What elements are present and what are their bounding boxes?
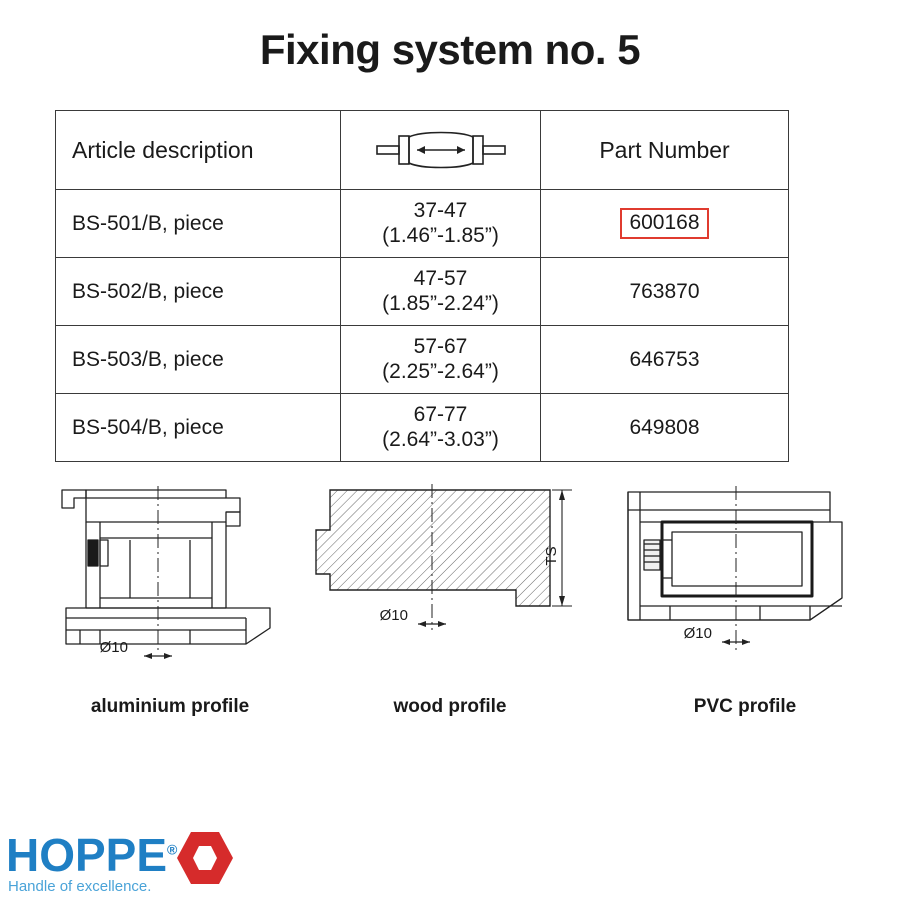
- cell-description: BS-503/B, piece: [56, 326, 341, 394]
- logo-wordmark: [6, 828, 177, 882]
- cell-part-number: 646753: [541, 326, 789, 394]
- logo-registered-mark: ®: [167, 841, 178, 858]
- table-row: [56, 326, 789, 394]
- cell-part-number: 649808: [541, 394, 789, 462]
- page-title: Fixing system no. 5: [259, 26, 641, 73]
- column-header-dimension-icon: [341, 111, 541, 190]
- figure-aluminium-profile: [40, 478, 300, 717]
- hole-label: Ø10: [99, 639, 128, 656]
- logo-wordmark-text: HOPPE: [6, 829, 168, 881]
- figure-caption-wood: wood profile: [393, 696, 507, 717]
- profile-figures: [0, 478, 900, 728]
- table-header-row: [56, 111, 789, 190]
- dimension-inch: (1.85”-2.24”): [382, 291, 499, 315]
- table-row: [56, 394, 789, 462]
- figure-wood-profile: [300, 478, 600, 717]
- dimension-mm: 67-77: [413, 402, 468, 426]
- cell-dimension: [341, 394, 541, 462]
- dimension-inch: (1.46”-1.85”): [382, 223, 499, 247]
- wood-section-body: [316, 490, 550, 606]
- thickness-label: TS: [543, 546, 560, 566]
- cell-description: BS-504/B, piece: [56, 394, 341, 462]
- fixing-system-table: [55, 110, 789, 462]
- cell-part-number: [541, 190, 789, 258]
- cell-dimension: [341, 190, 541, 258]
- hole-label: Ø10: [683, 625, 712, 642]
- cell-dimension: [341, 326, 541, 394]
- brand-logo: [6, 828, 336, 898]
- dimension-inch: (2.25”-2.64”): [382, 359, 499, 383]
- logo-tagline: Handle of excellence.: [8, 878, 152, 895]
- dimension-mm: 37-47: [413, 198, 468, 222]
- hexagon-icon: [174, 830, 236, 886]
- fixing-dimension-icon: [371, 128, 511, 172]
- aluminium-profile-section-icon: [40, 478, 300, 678]
- cell-dimension: [341, 258, 541, 326]
- figure-caption-aluminium: aluminium profile: [90, 696, 250, 717]
- dimension-mm: 57-67: [413, 334, 468, 358]
- pvc-profile-section-icon: [610, 478, 880, 678]
- dimension-inch: (2.64”-3.03”): [382, 427, 499, 451]
- hole-label: Ø10: [379, 607, 408, 624]
- figure-caption-pvc: PVC profile: [693, 696, 797, 717]
- cell-description: BS-501/B, piece: [56, 190, 341, 258]
- column-header-part-number: Part Number: [541, 111, 789, 190]
- dimension-mm: 47-57: [413, 266, 468, 290]
- figure-pvc-profile: [610, 478, 880, 717]
- wood-profile-section-icon: [300, 478, 600, 678]
- column-header-description: Article description: [56, 111, 341, 190]
- cell-description: BS-502/B, piece: [56, 258, 341, 326]
- part-number-highlighted: 600168: [620, 208, 708, 238]
- table-row: [56, 258, 789, 326]
- table-row: [56, 190, 789, 258]
- cell-part-number: 763870: [541, 258, 789, 326]
